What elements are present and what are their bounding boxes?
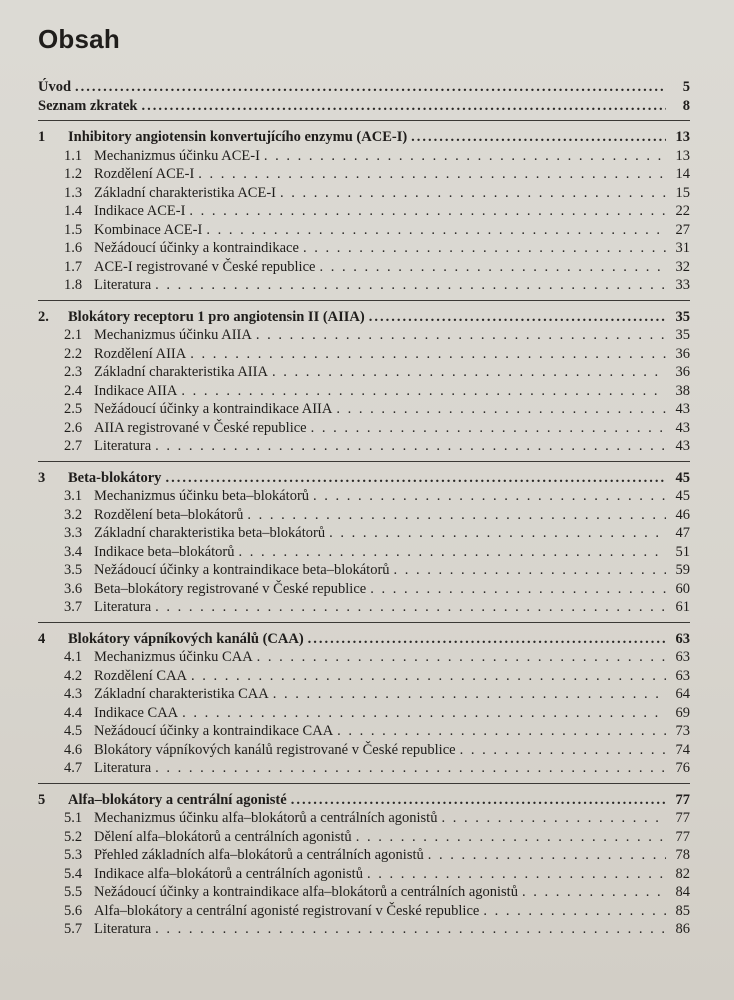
toc-number: 1.1: [64, 147, 83, 164]
toc-entry-title: Dělení alfa–blokátorů a centrálních agonistů: [94, 828, 352, 845]
toc-chapter-1: [38, 128, 690, 295]
dot-leader: [329, 524, 666, 543]
toc-number: 2.6: [64, 419, 83, 436]
toc-number: 4: [38, 630, 46, 647]
toc-chapter-heading[interactable]: [38, 791, 690, 810]
toc-subsection[interactable]: [38, 363, 690, 382]
dot-leader: [411, 128, 666, 147]
toc-subsection[interactable]: [38, 704, 690, 723]
toc-subsection[interactable]: [38, 437, 690, 456]
toc-page-number: 76: [675, 760, 690, 776]
toc-page-number: 43: [675, 401, 690, 417]
toc-entry-title: Alfa–blokátory a centrální agonisté registrovaní v České republice: [94, 902, 480, 919]
toc-number: 1.5: [64, 221, 83, 238]
toc-entry-title: Rozdělení CAA: [94, 667, 188, 684]
dot-leader: [264, 147, 666, 166]
toc-entry-uvod[interactable]: [38, 78, 690, 97]
toc-page-number: 46: [675, 506, 690, 523]
toc-page-number: 5: [682, 79, 690, 95]
toc-page-number: 63: [675, 649, 690, 665]
toc-page-number: 35: [675, 327, 690, 343]
toc-page-number: 15: [675, 184, 690, 201]
page-title: Obsah: [38, 24, 120, 54]
toc-entry-title: Literatura: [94, 599, 152, 615]
toc-entry-title: Mechanizmus účinku ACE-I: [94, 147, 260, 164]
toc-subsection[interactable]: [38, 202, 690, 221]
toc-entry-title: ACE-I registrované v České republice: [94, 258, 316, 275]
dot-leader: [356, 828, 666, 847]
toc-page-number: 35: [675, 308, 690, 325]
toc-entry-seznam-zkratek[interactable]: [38, 97, 690, 116]
toc-number: 3: [38, 469, 46, 486]
toc-entry-title: Blokátory vápníkových kanálů registrované v České republice: [94, 741, 456, 758]
toc-subsection[interactable]: [38, 648, 690, 667]
toc-entry-title: Rozdělení ACE-I: [94, 166, 195, 182]
dot-leader: [272, 363, 666, 382]
toc-chapter-4: [38, 630, 690, 778]
toc-number: 2.1: [64, 327, 83, 343]
toc-page-number: 13: [675, 147, 690, 164]
toc-number: 1.4: [64, 203, 83, 219]
toc-subsection[interactable]: [38, 883, 690, 902]
dot-leader: [75, 78, 666, 97]
section-divider: [38, 120, 690, 121]
toc-page-number: 36: [675, 364, 690, 380]
toc-number: 1.7: [64, 258, 83, 275]
toc-entry-title: Blokátory vápníkových kanálů (CAA): [68, 630, 304, 647]
toc-page-number: 85: [675, 902, 690, 919]
toc-subsection[interactable]: [38, 326, 690, 345]
toc-page-number: 59: [675, 562, 690, 578]
toc-page-number: 61: [675, 599, 690, 615]
toc-subsection[interactable]: [38, 598, 690, 617]
toc-number: 3.5: [64, 562, 83, 578]
toc-subsection[interactable]: [38, 382, 690, 401]
toc-number: 4.2: [64, 667, 83, 684]
toc-entry-title: Mechanizmus účinku AIIA: [94, 327, 252, 343]
dot-leader: [370, 580, 666, 599]
toc-entry-title: Mechanizmus účinku beta–blokátorů: [94, 488, 310, 504]
dot-leader: [198, 165, 666, 184]
toc-entry-title: Nežádoucí účinky a kontraindikace CAA: [94, 723, 334, 739]
toc-entry-title: Nežádoucí účinky a kontraindikace: [94, 240, 299, 256]
section-divider: [38, 300, 690, 301]
dot-leader: [155, 276, 666, 295]
toc-number: 3.7: [64, 599, 83, 615]
toc-subsection[interactable]: [38, 580, 690, 599]
dot-leader: [428, 846, 666, 865]
dot-leader: [189, 202, 666, 221]
toc-subsection[interactable]: [38, 184, 690, 203]
toc-number: 4.1: [64, 649, 83, 665]
dot-leader: [337, 722, 666, 741]
dot-leader: [155, 759, 666, 778]
toc-page-number: 47: [675, 525, 690, 541]
toc-chapter-2: [38, 308, 690, 456]
toc-page-number: 51: [675, 543, 690, 560]
toc-subsection[interactable]: [38, 741, 690, 760]
toc-page-number: 63: [675, 667, 690, 684]
toc-entry-title: Přehled základních alfa–blokátorů a centrálních agonistů: [94, 847, 424, 863]
toc-number: 1: [38, 129, 46, 145]
dot-leader: [394, 561, 666, 580]
toc-number: 1.3: [64, 184, 83, 201]
toc-chapter-heading[interactable]: [38, 630, 690, 649]
toc-number: 2.7: [64, 438, 83, 454]
toc-number: 4.4: [64, 704, 83, 721]
toc-subsection[interactable]: [38, 685, 690, 704]
toc-chapter-heading[interactable]: [38, 469, 690, 488]
toc-number: 4.7: [64, 760, 83, 776]
dot-leader: [247, 506, 666, 525]
section-divider: [38, 783, 690, 784]
toc-number: 5.2: [64, 828, 83, 845]
toc-page-number: 60: [675, 580, 690, 597]
toc-page-number: 43: [675, 438, 690, 454]
toc-number: 5.7: [64, 921, 83, 937]
dot-leader: [239, 543, 666, 562]
toc-number: 1.2: [64, 166, 83, 182]
toc-subsection[interactable]: [38, 920, 690, 939]
toc-entry-title: Indikace alfa–blokátorů a centrálních agonistů: [94, 865, 363, 882]
dot-leader: [191, 667, 666, 686]
toc-entry-title: Rozdělení AIIA: [94, 345, 187, 362]
toc-subsection[interactable]: [38, 809, 690, 828]
toc-subsection[interactable]: [38, 147, 690, 166]
toc-subsection[interactable]: [38, 239, 690, 258]
toc-number: 2.3: [64, 364, 83, 380]
toc-entry-title: Indikace beta–blokátorů: [94, 543, 235, 560]
dot-leader: [190, 345, 666, 364]
dot-leader: [336, 400, 666, 419]
toc-page-number: 8: [682, 97, 690, 114]
toc-entry-title: Základní charakteristika beta–blokátorů: [94, 525, 326, 541]
toc-entry-title: Základní charakteristika CAA: [94, 686, 269, 702]
toc-page-number: 38: [675, 382, 690, 399]
dot-leader: [367, 865, 666, 884]
toc-subsection[interactable]: [38, 524, 690, 543]
dot-leader: [141, 97, 666, 116]
toc-entry-title: Alfa–blokátory a centrální agonisté: [68, 791, 287, 808]
toc-entry-title: Literatura: [94, 277, 152, 293]
dot-leader: [483, 902, 666, 921]
toc-chapter-container: [38, 128, 690, 939]
toc-number: 3.2: [64, 506, 83, 523]
toc-subsection[interactable]: [38, 506, 690, 525]
toc-page-number: 43: [675, 419, 690, 436]
toc-number: 3.3: [64, 525, 83, 541]
toc-page-number: 77: [675, 791, 690, 808]
toc-number: 5.1: [64, 810, 83, 826]
toc-subsection[interactable]: [38, 419, 690, 438]
toc-entry-title: Beta–blokátory registrované v České republice: [94, 580, 367, 597]
toc-page-number: 77: [675, 810, 690, 826]
dot-leader: [256, 326, 666, 345]
toc-page-number: 22: [675, 203, 690, 219]
toc-subsection[interactable]: [38, 345, 690, 364]
toc-subsection[interactable]: [38, 667, 690, 686]
toc-number: 5: [38, 791, 46, 808]
dot-leader: [273, 685, 666, 704]
toc-entry-title: Nežádoucí účinky a kontraindikace beta–blokátorů: [94, 562, 390, 578]
toc-entry-title: Literatura: [94, 438, 152, 454]
toc-page-number: 36: [675, 345, 690, 362]
toc-chapter-3: [38, 469, 690, 617]
toc-entry-title: Beta-blokátory: [68, 469, 162, 486]
table-of-contents: [38, 78, 690, 939]
toc-entry-title: Indikace ACE-I: [94, 203, 186, 219]
toc-chapter-heading[interactable]: [38, 128, 690, 147]
toc-entry-title: Úvod: [38, 79, 72, 95]
dot-leader: [369, 308, 666, 327]
toc-page-number: 84: [675, 884, 690, 900]
toc-number: 3.6: [64, 580, 83, 597]
dot-leader: [303, 239, 666, 258]
toc-page-number: 27: [675, 221, 690, 238]
dot-leader: [522, 883, 666, 902]
toc-page-number: 69: [675, 704, 690, 721]
toc-subsection[interactable]: [38, 828, 690, 847]
dot-leader: [155, 437, 666, 456]
toc-subsection[interactable]: [38, 221, 690, 240]
toc-entry-title: Mechanizmus účinku alfa–blokátorů a centrálních agonistů: [94, 810, 438, 826]
toc-subsection[interactable]: [38, 759, 690, 778]
toc-number: 5.3: [64, 847, 83, 863]
section-divider: [38, 622, 690, 623]
toc-page-number: 63: [675, 630, 690, 647]
toc-page-number: 33: [675, 277, 690, 293]
toc-number: 2.4: [64, 382, 83, 399]
dot-leader: [257, 648, 666, 667]
toc-entry-title: Literatura: [94, 921, 152, 937]
toc-page-number: 86: [675, 921, 690, 937]
toc-subsection[interactable]: [38, 902, 690, 921]
toc-page-number: 45: [675, 488, 690, 504]
toc-page-number: 45: [675, 469, 690, 486]
toc-entry-title: Nežádoucí účinky a kontraindikace alfa–blokátorů a centrálních agonistů: [94, 884, 518, 900]
toc-entry-title: AIIA registrované v České republice: [94, 419, 307, 436]
toc-number: 3.4: [64, 543, 83, 560]
toc-chapter-5: [38, 791, 690, 939]
toc-entry-title: Indikace CAA: [94, 704, 179, 721]
dot-leader: [441, 809, 666, 828]
toc-page-number: 31: [675, 240, 690, 256]
toc-number: 5.5: [64, 884, 83, 900]
toc-subsection[interactable]: [38, 400, 690, 419]
toc-page-number: 82: [675, 865, 690, 882]
dot-leader: [206, 221, 666, 240]
toc-entry-title: Základní charakteristika AIIA: [94, 364, 268, 380]
toc-entry-title: Literatura: [94, 760, 152, 776]
dot-leader: [155, 598, 666, 617]
dot-leader: [313, 487, 666, 506]
section-divider: [38, 461, 690, 462]
toc-entry-title: Základní charakteristika ACE-I: [94, 184, 276, 201]
toc-subsection[interactable]: [38, 165, 690, 184]
toc-number: 1.6: [64, 240, 83, 256]
toc-entry-title: Rozdělení beta–blokátorů: [94, 506, 244, 523]
toc-page-number: 73: [675, 723, 690, 739]
toc-number: 1.8: [64, 277, 83, 293]
toc-entry-title: Mechanizmus účinku CAA: [94, 649, 253, 665]
toc-subsection[interactable]: [38, 276, 690, 295]
toc-page-number: 78: [675, 847, 690, 863]
toc-number: 4.3: [64, 686, 83, 702]
toc-subsection[interactable]: [38, 561, 690, 580]
toc-subsection[interactable]: [38, 258, 690, 277]
dot-leader: [165, 469, 666, 488]
dot-leader: [308, 630, 666, 649]
toc-subsection[interactable]: [38, 865, 690, 884]
dot-leader: [311, 419, 666, 438]
dot-leader: [291, 791, 666, 810]
toc-number: 5.4: [64, 865, 83, 882]
toc-entry-title: Indikace AIIA: [94, 382, 178, 399]
toc-number: 2.: [38, 308, 49, 325]
toc-entry-title: Kombinace ACE-I: [94, 221, 203, 238]
toc-subsection[interactable]: [38, 846, 690, 865]
dot-leader: [182, 704, 666, 723]
toc-page-number: 77: [675, 828, 690, 845]
toc-entry-title: Inhibitory angiotensin konvertujícího enzymu (ACE-I): [68, 129, 408, 145]
toc-number: 3.1: [64, 488, 83, 504]
toc-page-number: 74: [675, 741, 690, 758]
toc-number: 2.2: [64, 345, 83, 362]
toc-entry-title: Blokátory receptoru 1 pro angiotensin II (AIIA): [68, 308, 365, 325]
toc-subsection[interactable]: [38, 722, 690, 741]
dot-leader: [319, 258, 666, 277]
dot-leader: [460, 741, 666, 760]
dot-leader: [181, 382, 666, 401]
toc-page-number: 14: [675, 166, 690, 182]
toc-number: 2.5: [64, 401, 83, 417]
toc-subsection[interactable]: [38, 543, 690, 562]
toc-page-number: 32: [675, 258, 690, 275]
toc-page-number: 13: [675, 129, 690, 145]
toc-number: 4.5: [64, 723, 83, 739]
toc-number: 5.6: [64, 902, 83, 919]
toc-entry-title: Nežádoucí účinky a kontraindikace AIIA: [94, 401, 333, 417]
toc-entry-title: Seznam zkratek: [38, 97, 138, 114]
toc-number: 4.6: [64, 741, 83, 758]
dot-leader: [155, 920, 666, 939]
dot-leader: [280, 184, 666, 203]
toc-chapter-heading[interactable]: [38, 308, 690, 327]
toc-page-number: 64: [675, 686, 690, 702]
toc-subsection[interactable]: [38, 487, 690, 506]
